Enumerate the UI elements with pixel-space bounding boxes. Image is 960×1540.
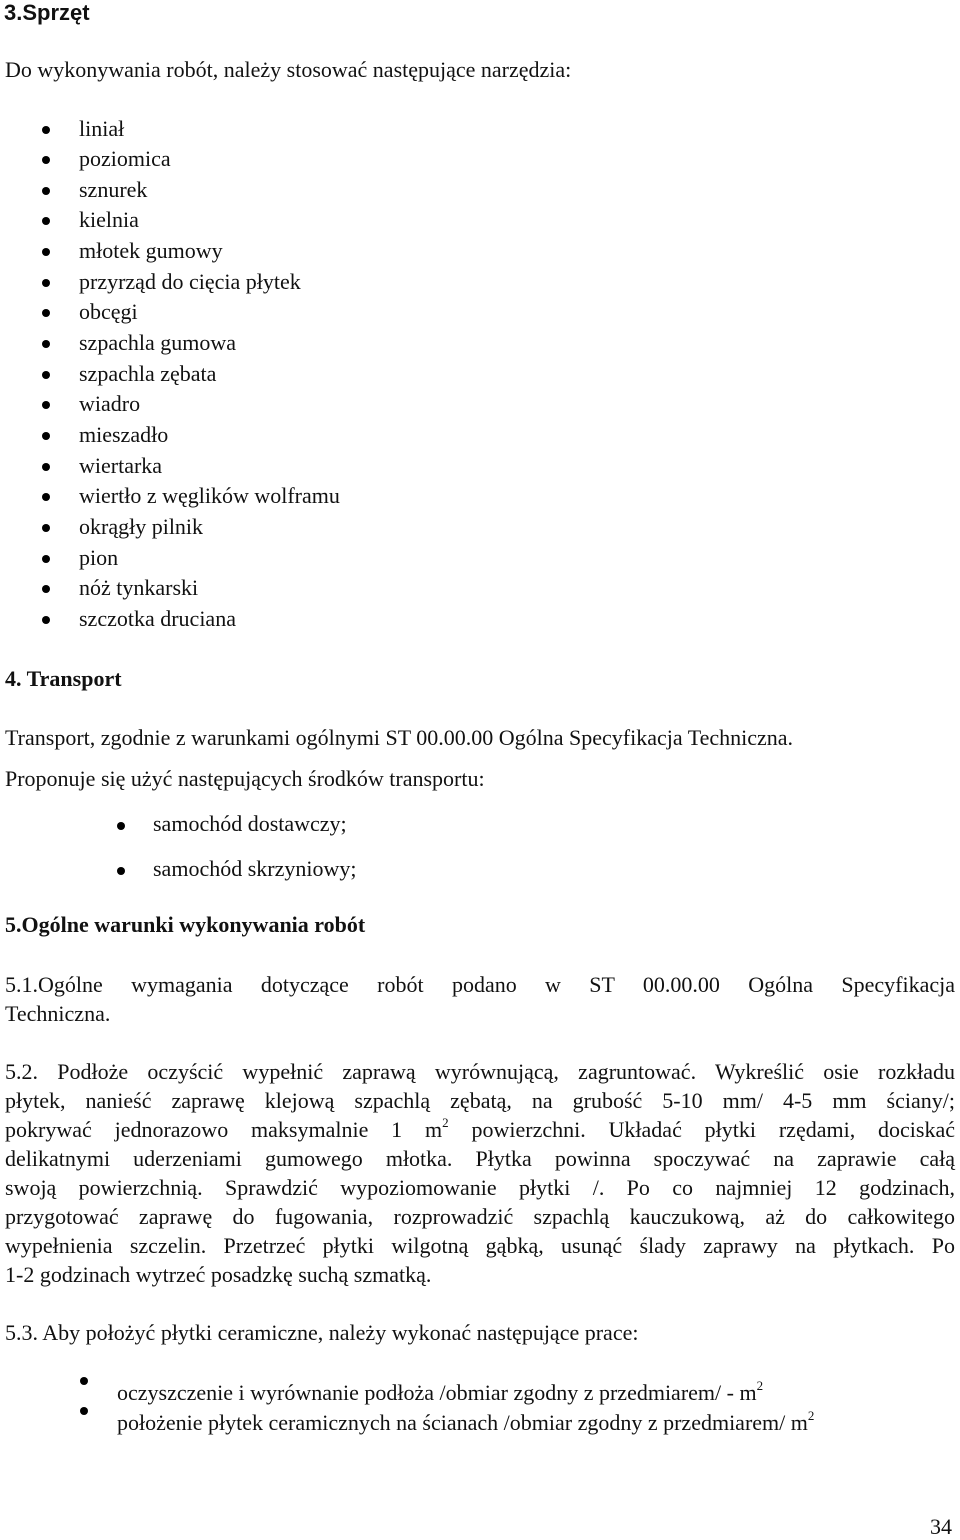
list-item: młotek gumowy: [79, 238, 223, 263]
section-3-title: 3.Sprzęt: [4, 0, 90, 25]
paragraph-5-2: [5, 1057, 955, 1289]
list-item: szpachla zębata: [79, 361, 217, 386]
bullet-icon: [42, 217, 50, 225]
page-number: 34: [930, 1514, 952, 1539]
bullet-icon: [42, 279, 50, 287]
bullet-icon: [42, 555, 50, 563]
list-item: poziomica: [79, 146, 171, 171]
section-4-title: 4. Transport: [5, 666, 122, 691]
paragraph-line: [5, 1115, 955, 1144]
bullet-icon: [42, 156, 50, 164]
bullet-icon: [117, 822, 125, 830]
bullet-icon: [117, 867, 125, 875]
list-item: [117, 1407, 815, 1436]
list-item: kielnia: [79, 207, 139, 232]
paragraph-line: wypełnienia szczelin. Przetrzeć płytki wilgotną gąbką, usunąć ślady zaprawy na płytkach. Po: [5, 1233, 955, 1258]
superscript: 2: [442, 1114, 449, 1130]
list-item: okrągły pilnik: [79, 514, 204, 539]
bullet-icon: [42, 187, 50, 195]
paragraph-5-3: 5.3. Aby położyć płytki ceramiczne, należy wykonać następujące prace:: [5, 1320, 639, 1345]
list-item: przyrząd do cięcia płytek: [79, 269, 301, 294]
paragraph-5-1: [5, 970, 955, 1028]
bullet-icon: [42, 432, 50, 440]
list-item-text: oczyszczenie i wyrównanie podłoża /obmiar zgodny z przedmiarem/ - m: [117, 1380, 757, 1405]
bullet-icon: [42, 493, 50, 501]
paragraph-line: 1-2 godzinach wytrzeć posadzkę suchą szmatką.: [5, 1262, 432, 1287]
bullet-icon: [42, 126, 50, 134]
list-item: nóż tynkarski: [79, 575, 199, 600]
section-4-text: Transport, zgodnie z warunkami ogólnymi ST 00.00.00 Ogólna Specyfikacja Techniczna.: [5, 725, 794, 750]
superscript: 2: [807, 1407, 815, 1423]
section-3-intro: Do wykonywania robót, należy stosować następujące narzędzia:: [5, 57, 572, 82]
section-5-title: 5.Ogólne warunki wykonywania robót: [5, 912, 366, 937]
list-item: samochód dostawczy;: [153, 811, 347, 836]
paragraph-line: delikatnymi uderzeniami gumowego młotka. Płytka powinna spoczywać na zaprawie całą: [5, 1146, 955, 1171]
list-item-text: położenie płytek ceramicznych na ścianach /obmiar zgodny z przedmiarem/ m: [117, 1410, 808, 1435]
list-item: wiertarka: [79, 453, 163, 478]
list-item: szpachla gumowa: [79, 330, 236, 355]
list-item: obcęgi: [79, 299, 138, 324]
bullet-icon: [42, 524, 50, 532]
list-item: wiertło z węglików wolframu: [79, 483, 340, 508]
list-item: wiadro: [79, 391, 141, 416]
list-item: liniał: [79, 116, 125, 141]
paragraph-line: przygotować zaprawę do fugowania, rozprowadzić szpachlą kauczukową, aż do całkowitego: [5, 1204, 955, 1229]
bullet-icon: [42, 340, 50, 348]
paragraph-line: płytek, nanieść zaprawę klejową szpachlą zębatą, na grubość 5-10 mm/ 4-5 mm ściany/;: [5, 1088, 955, 1113]
bullet-icon: [80, 1407, 88, 1415]
section-4-proposal: Proponuje się użyć następujących środków transportu:: [5, 766, 485, 791]
list-item: sznurek: [79, 177, 148, 202]
bullet-icon: [42, 309, 50, 317]
bullet-icon: [42, 248, 50, 256]
bullet-icon: [42, 463, 50, 471]
superscript: 2: [756, 1377, 764, 1393]
list-item: samochód skrzyniowy;: [153, 856, 357, 881]
bullet-icon: [42, 401, 50, 409]
list-item: pion: [79, 545, 119, 570]
list-item: szczotka druciana: [79, 606, 236, 631]
line-part: pokrywać jednorazowo maksymalnie 1 m: [5, 1117, 443, 1142]
bullet-icon: [42, 371, 50, 379]
paragraph-line: swoją powierzchnią. Sprawdzić wypoziomowanie płytki /. Po co najmniej 12 godzinach,: [5, 1175, 955, 1200]
bullet-icon: [80, 1377, 88, 1385]
paragraph-line: 5.2. Podłoże oczyścić wypełnić zaprawą wyrównującą, zagruntować. Wykreślić osie rozkładu: [5, 1059, 955, 1084]
list-item: mieszadło: [79, 422, 169, 447]
paragraph-line: Techniczna.: [5, 1001, 111, 1026]
list-item: [117, 1377, 764, 1406]
bullet-icon: [42, 616, 50, 624]
paragraph-line: 5.1.Ogólne wymagania dotyczące robót podano w ST 00.00.00 Ogólna Specyfikacja: [5, 972, 955, 997]
bullet-icon: [42, 585, 50, 593]
line-part: powierzchni. Układać płytki rzędami, dociskać: [448, 1117, 956, 1142]
